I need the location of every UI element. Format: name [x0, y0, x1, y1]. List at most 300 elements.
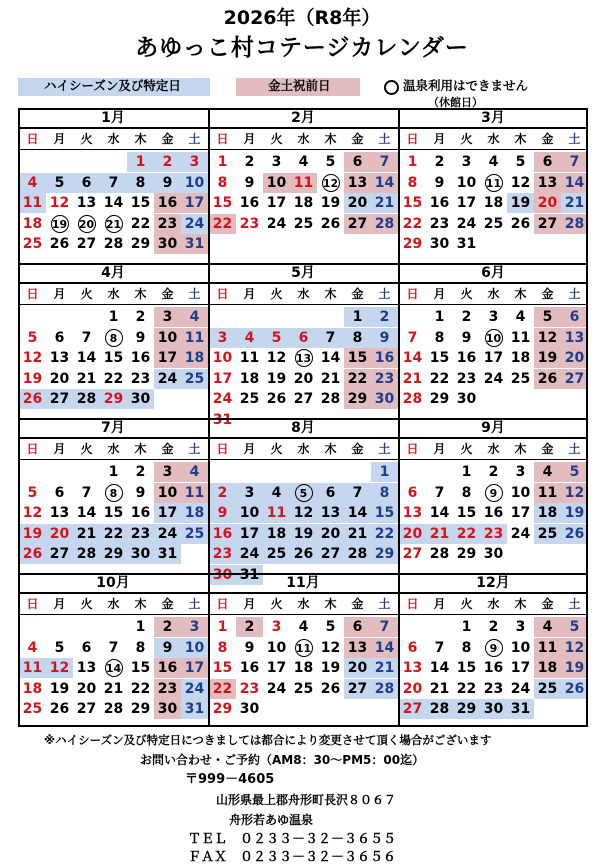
calendar-day: 4: [534, 617, 561, 637]
calendar-day: 18: [534, 658, 561, 678]
calendar-day: 15: [429, 350, 450, 366]
calendar-day: 19: [49, 680, 70, 697]
calendar-day: 1: [127, 152, 154, 172]
calendar-day: 10: [263, 173, 290, 193]
calendar-day: 26: [534, 369, 561, 389]
closed-day-marker: 12: [322, 174, 340, 192]
calendar-day: 12: [49, 195, 70, 211]
calendar-day: 3: [154, 307, 181, 327]
month-title: 6月: [398, 263, 588, 284]
calendar-day: 10: [456, 174, 477, 191]
weekday-divider: [208, 459, 398, 460]
calendar-day: 15: [130, 195, 151, 211]
calendar-day: 15: [212, 195, 233, 211]
calendar-day: 17: [483, 350, 504, 366]
calendar-day: 3: [181, 152, 208, 172]
calendar-day: 6: [317, 483, 344, 503]
closed-day-marker: 8: [105, 484, 123, 502]
weekday-header: 土: [568, 442, 581, 456]
closed-day-marker: 11: [485, 174, 503, 192]
calendar-day: 24: [212, 391, 233, 407]
calendar-day: 29: [429, 391, 450, 407]
calendar-day: 23: [154, 679, 181, 699]
closed-day-marker: 13: [295, 349, 313, 367]
month-title: 2月: [208, 108, 398, 129]
calendar-day: 29: [344, 389, 371, 409]
weekday-header: 火: [80, 132, 93, 146]
calendar-day: 2: [244, 154, 255, 170]
weekday-header: 日: [216, 597, 229, 611]
weekday-header: 火: [80, 597, 93, 611]
calendar-day: 16: [483, 505, 504, 521]
weekday-header: 水: [107, 442, 120, 456]
calendar-day: 5: [561, 462, 588, 482]
calendar-day: 20: [344, 658, 371, 678]
calendar-day: 26: [19, 544, 46, 564]
calendar-day: 4: [515, 309, 526, 325]
calendar-day: 6: [81, 639, 92, 656]
calendar-day: 14: [429, 660, 450, 676]
grid-horizontal-line: [18, 573, 588, 575]
calendar-day: 13: [76, 660, 97, 676]
calendar-day: 24: [181, 214, 208, 234]
calendar-day: 26: [49, 236, 70, 252]
weekday-header: 金: [541, 442, 554, 456]
weekday-header: 火: [270, 442, 283, 456]
calendar-day: 15: [103, 505, 124, 521]
calendar-day: 6: [73, 173, 100, 193]
weekday-header: 土: [378, 132, 391, 146]
calendar-day: 19: [22, 370, 43, 387]
calendar-day: 22: [130, 680, 151, 697]
calendar-day: 29: [100, 389, 127, 409]
calendar-day: 17: [212, 370, 233, 387]
calendar-day: 24: [236, 544, 263, 564]
calendar-day: 5: [325, 619, 336, 635]
calendar-day: 30: [371, 389, 398, 409]
calendar-day: 4: [181, 307, 208, 327]
weekday-header: 日: [26, 597, 39, 611]
calendar-day: 19: [561, 658, 588, 678]
weekday-header: 金: [161, 442, 174, 456]
calendar-grid: [18, 108, 588, 727]
calendar-day: 26: [510, 215, 531, 232]
calendar-day: 11: [534, 638, 561, 658]
calendar-day: 18: [263, 524, 290, 544]
weekday-header: 土: [188, 597, 201, 611]
weekday-divider: [398, 459, 588, 460]
weekday-divider: [398, 149, 588, 150]
calendar-day: 11: [19, 658, 46, 678]
calendar-day: 28: [429, 546, 450, 562]
weekday-header: 火: [460, 442, 473, 456]
calendar-day: 4: [181, 462, 208, 482]
closed-day-marker: 9: [485, 484, 503, 502]
month-block: [208, 573, 398, 728]
grid-horizontal-line: [18, 725, 588, 727]
calendar-day: 26: [290, 544, 317, 564]
calendar-day: 31: [507, 699, 534, 719]
calendar-day: 8: [407, 174, 418, 191]
weekday-divider: [18, 149, 208, 150]
calendar-day: 10: [212, 350, 233, 366]
calendar-day: 2: [135, 309, 146, 325]
closed-note: （休館日）: [428, 96, 483, 109]
weekday-header: 土: [568, 132, 581, 146]
weekday-header: 木: [324, 442, 337, 456]
calendar-day: 26: [266, 391, 287, 407]
calendar-day: 7: [81, 484, 92, 501]
weekday-header: 日: [406, 132, 419, 146]
weekday-header: 月: [53, 597, 66, 611]
month-title: 9月: [398, 418, 588, 439]
closed-day-marker: 9: [485, 639, 503, 657]
calendar-day: 14: [371, 638, 398, 658]
calendar-day: 7: [434, 639, 445, 656]
calendar-day: 3: [515, 619, 526, 635]
calendar-day: [46, 214, 73, 234]
calendar-day: 9: [244, 639, 255, 656]
calendar-day: 31: [212, 411, 233, 428]
month-block: [398, 573, 588, 728]
month-block: [18, 108, 208, 263]
calendar-day: 10: [510, 639, 531, 656]
weekday-header: 日: [216, 442, 229, 456]
weekday-header: 木: [514, 597, 527, 611]
calendar-day: 24: [483, 370, 504, 387]
calendar-day: 1: [461, 619, 472, 635]
calendar-day: 2: [154, 617, 181, 637]
calendar-day: 2: [434, 154, 445, 170]
calendar-day: 11: [290, 173, 317, 193]
calendar-day: 18: [483, 195, 504, 211]
weekday-header: 木: [514, 287, 527, 301]
calendar-day: 21: [320, 370, 341, 387]
weekday-header: 土: [568, 597, 581, 611]
calendar-day: 19: [19, 524, 46, 544]
weekday-header: 日: [216, 287, 229, 301]
calendar-day: 28: [402, 391, 423, 407]
calendar-day: 26: [320, 680, 341, 697]
calendar-day: 27: [534, 214, 561, 234]
weekday-divider: [208, 614, 398, 615]
weekday-header: 木: [134, 442, 147, 456]
calendar-day: 3: [181, 617, 208, 637]
calendar-day: 16: [130, 350, 151, 366]
calendar-day: 23: [239, 680, 260, 697]
closed-day-marker: 10: [485, 329, 503, 347]
weekday-divider: [398, 304, 588, 305]
grid-horizontal-line: [18, 108, 588, 110]
calendar-day: 26: [561, 679, 588, 699]
calendar-day: 23: [127, 524, 154, 544]
month-title: 1月: [18, 108, 208, 129]
weekday-header: 水: [107, 132, 120, 146]
weekday-divider: [208, 304, 398, 305]
weekday-header: 木: [324, 132, 337, 146]
calendar-day: 6: [407, 484, 418, 501]
calendar-day: 3: [271, 154, 282, 170]
calendar-day: 23: [456, 370, 477, 387]
calendar-day: 25: [181, 369, 208, 389]
calendar-day: 31: [236, 565, 263, 585]
calendar-day: 28: [320, 391, 341, 407]
calendar-day: 13: [49, 505, 70, 521]
calendar-day: 22: [429, 370, 450, 387]
closed-day-marker: 14: [105, 659, 123, 677]
calendar-day: 9: [135, 484, 146, 501]
calendar-day: 23: [130, 370, 151, 387]
calendar-day: 1: [135, 619, 146, 635]
calendar-day: 28: [73, 389, 100, 409]
calendar-day: 5: [325, 154, 336, 170]
weekday-header: 日: [406, 597, 419, 611]
calendar-day: 10: [154, 483, 181, 503]
footer-contact: お問い合わせ・ご予約（AM8：30～PM5：00迄）: [140, 753, 425, 767]
weekday-header: 土: [568, 287, 581, 301]
calendar-day: 21: [73, 524, 100, 544]
calendar-day: 15: [130, 660, 151, 676]
calendar-day: 19: [507, 193, 534, 213]
calendar-day: 11: [510, 329, 531, 346]
weekday-header: 火: [460, 597, 473, 611]
calendar-day: 12: [561, 638, 588, 658]
calendar-day: 28: [103, 701, 124, 717]
calendar-day: 10: [154, 328, 181, 348]
calendar-day: 28: [371, 214, 398, 234]
calendar-day: 19: [290, 524, 317, 544]
calendar-day: 25: [263, 544, 290, 564]
calendar-day: 17: [510, 505, 531, 521]
weekday-header: 日: [26, 442, 39, 456]
calendar-day: 18: [22, 680, 43, 697]
calendar-day: [100, 328, 127, 348]
weekday-header: 日: [406, 287, 419, 301]
calendar-day: 29: [130, 701, 151, 717]
calendar-day: 27: [76, 236, 97, 252]
closed-circle-icon: [384, 80, 399, 95]
calendar-day: 13: [317, 503, 344, 523]
calendar-day: 5: [561, 617, 588, 637]
calendar-day: 27: [46, 389, 73, 409]
month-block: [18, 573, 208, 728]
calendar-day: 3: [488, 309, 499, 325]
calendar-day: 7: [561, 152, 588, 172]
calendar-day: 23: [483, 680, 504, 697]
calendar-day: 12: [266, 350, 287, 366]
calendar-day: 22: [453, 524, 480, 544]
calendar-day: 1: [407, 154, 418, 170]
weekday-header: 金: [541, 287, 554, 301]
calendar-day: [290, 348, 317, 368]
calendar-day: [100, 214, 127, 234]
calendar-day: 30: [480, 699, 507, 719]
month-block: [18, 418, 208, 573]
month-block: [208, 108, 398, 263]
calendar-day: 16: [154, 658, 181, 678]
calendar-day: 20: [561, 348, 588, 368]
calendar-day: 10: [181, 638, 208, 658]
calendar-day: 23: [480, 524, 507, 544]
calendar-day: 2: [371, 307, 398, 327]
calendar-day: 20: [344, 193, 371, 213]
calendar-day: 28: [73, 544, 100, 564]
calendar-day: 16: [130, 505, 151, 521]
calendar-day: 6: [407, 639, 418, 656]
weekday-header: 木: [134, 287, 147, 301]
calendar-day: 30: [456, 391, 477, 407]
calendar-day: 24: [510, 525, 531, 542]
calendar-day: 21: [103, 680, 124, 697]
calendar-day: 9: [209, 503, 236, 523]
weekday-header: 火: [80, 442, 93, 456]
calendar-day: 29: [130, 236, 151, 252]
weekday-header: 火: [270, 132, 283, 146]
weekday-divider: [18, 459, 208, 460]
calendar-day: 25: [22, 236, 43, 252]
weekend-legend: 金土祝前日: [268, 78, 331, 93]
weekday-header: 月: [433, 442, 446, 456]
calendar-day: 5: [54, 639, 65, 656]
calendar-day: 15: [402, 195, 423, 211]
footer-address: 山形県最上郡舟形町長沢８０６７: [216, 793, 397, 807]
calendar-day: [480, 638, 507, 658]
calendar-day: 21: [76, 370, 97, 387]
weekday-header: 火: [460, 287, 473, 301]
weekday-header: 月: [53, 132, 66, 146]
calendar-day: 15: [371, 503, 398, 523]
calendar-day: 18: [181, 348, 208, 368]
calendar-day: 4: [488, 154, 499, 170]
calendar-day: 31: [181, 699, 208, 719]
calendar-day: 2: [209, 483, 236, 503]
calendar-day: 20: [76, 680, 97, 697]
weekday-header: 月: [53, 287, 66, 301]
weekday-header: 水: [487, 132, 500, 146]
calendar-day: 22: [130, 215, 151, 232]
calendar-day: 15: [456, 660, 477, 676]
calendar-day: 13: [344, 173, 371, 193]
calendar-day: 7: [317, 328, 344, 348]
calendar-day: 17: [266, 195, 287, 211]
calendar-day: 17: [266, 660, 287, 676]
calendar-day: 1: [217, 154, 228, 170]
weekday-header: 水: [297, 132, 310, 146]
calendar-day: 17: [181, 193, 208, 213]
calendar-day: 16: [371, 348, 398, 368]
calendar-day: 10: [266, 639, 287, 656]
calendar-day: 16: [239, 660, 260, 676]
weekday-header: 木: [324, 287, 337, 301]
footer-fax: ＦＡＸ ０２３３－３２－３６５６: [188, 850, 397, 865]
calendar-day: 3: [461, 154, 472, 170]
month-title: 12月: [398, 573, 588, 594]
calendar-day: 9: [244, 174, 255, 191]
month-block: [18, 263, 208, 418]
closed-day-marker: 8: [105, 329, 123, 347]
calendar-day: 6: [54, 484, 65, 501]
calendar-day: 25: [483, 215, 504, 232]
calendar-day: 12: [22, 350, 43, 366]
calendar-day: 27: [399, 699, 426, 719]
calendar-day: 5: [534, 307, 561, 327]
calendar-day: 13: [76, 195, 97, 211]
calendar-day: 8: [461, 484, 472, 501]
calendar-day: 15: [456, 505, 477, 521]
weekday-header: 水: [487, 597, 500, 611]
calendar-day: 22: [209, 214, 236, 234]
calendar-day: 18: [293, 660, 314, 676]
calendar-day: 4: [298, 154, 309, 170]
calendar-day: 31: [154, 544, 181, 564]
calendar-day: 14: [561, 173, 588, 193]
calendar-day: 25: [293, 215, 314, 232]
calendar-day: 8: [434, 329, 445, 346]
calendar-title: あゆっこ村コテージカレンダー: [135, 35, 469, 61]
calendar-day: 12: [22, 505, 43, 521]
calendar-year-title: 2026年（R8年）: [223, 7, 381, 29]
calendar-day: 15: [212, 660, 233, 676]
weekday-header: 金: [161, 287, 174, 301]
calendar-day: 17: [236, 524, 263, 544]
calendar-day: 2: [488, 464, 499, 480]
weekday-header: 火: [270, 287, 283, 301]
calendar-day: 24: [266, 215, 287, 232]
calendar-day: 9: [434, 174, 445, 191]
calendar-day: 13: [344, 638, 371, 658]
calendar-day: 2: [236, 617, 263, 637]
weekday-divider: [208, 149, 398, 150]
calendar-day: 13: [561, 328, 588, 348]
calendar-day: 8: [461, 639, 472, 656]
calendar-day: 24: [181, 679, 208, 699]
month-title: 8月: [208, 418, 398, 439]
calendar-day: 20: [399, 524, 426, 544]
month-title: 5月: [208, 263, 398, 284]
weekday-header: 土: [188, 442, 201, 456]
calendar-day: 4: [27, 639, 38, 656]
calendar-day: 13: [49, 350, 70, 366]
weekday-header: 火: [80, 287, 93, 301]
calendar-day: 1: [217, 619, 228, 635]
calendar-day: 29: [402, 236, 423, 252]
calendar-day: 4: [263, 483, 290, 503]
calendar-day: 25: [534, 524, 561, 544]
weekday-header: 月: [53, 442, 66, 456]
calendar-day: 11: [534, 483, 561, 503]
calendar-day: 7: [108, 639, 119, 656]
calendar-day: 17: [510, 660, 531, 676]
weekday-header: 土: [378, 597, 391, 611]
calendar-day: 27: [344, 679, 371, 699]
calendar-day: 7: [371, 617, 398, 637]
weekday-header: 土: [188, 287, 201, 301]
calendar-day: 19: [320, 660, 341, 676]
month-title: 10月: [18, 573, 208, 594]
weekday-header: 水: [297, 287, 310, 301]
calendar-day: 8: [135, 639, 146, 656]
calendar-day: 29: [100, 544, 127, 564]
calendar-day: 27: [402, 546, 423, 562]
grid-horizontal-line: [18, 263, 588, 265]
calendar-day: 3: [515, 464, 526, 480]
calendar-day: 25: [510, 370, 531, 387]
calendar-day: 18: [239, 370, 260, 387]
calendar-day: 14: [344, 503, 371, 523]
calendar-day: 27: [76, 701, 97, 717]
calendar-day: 11: [19, 193, 46, 213]
weekday-header: 日: [216, 132, 229, 146]
